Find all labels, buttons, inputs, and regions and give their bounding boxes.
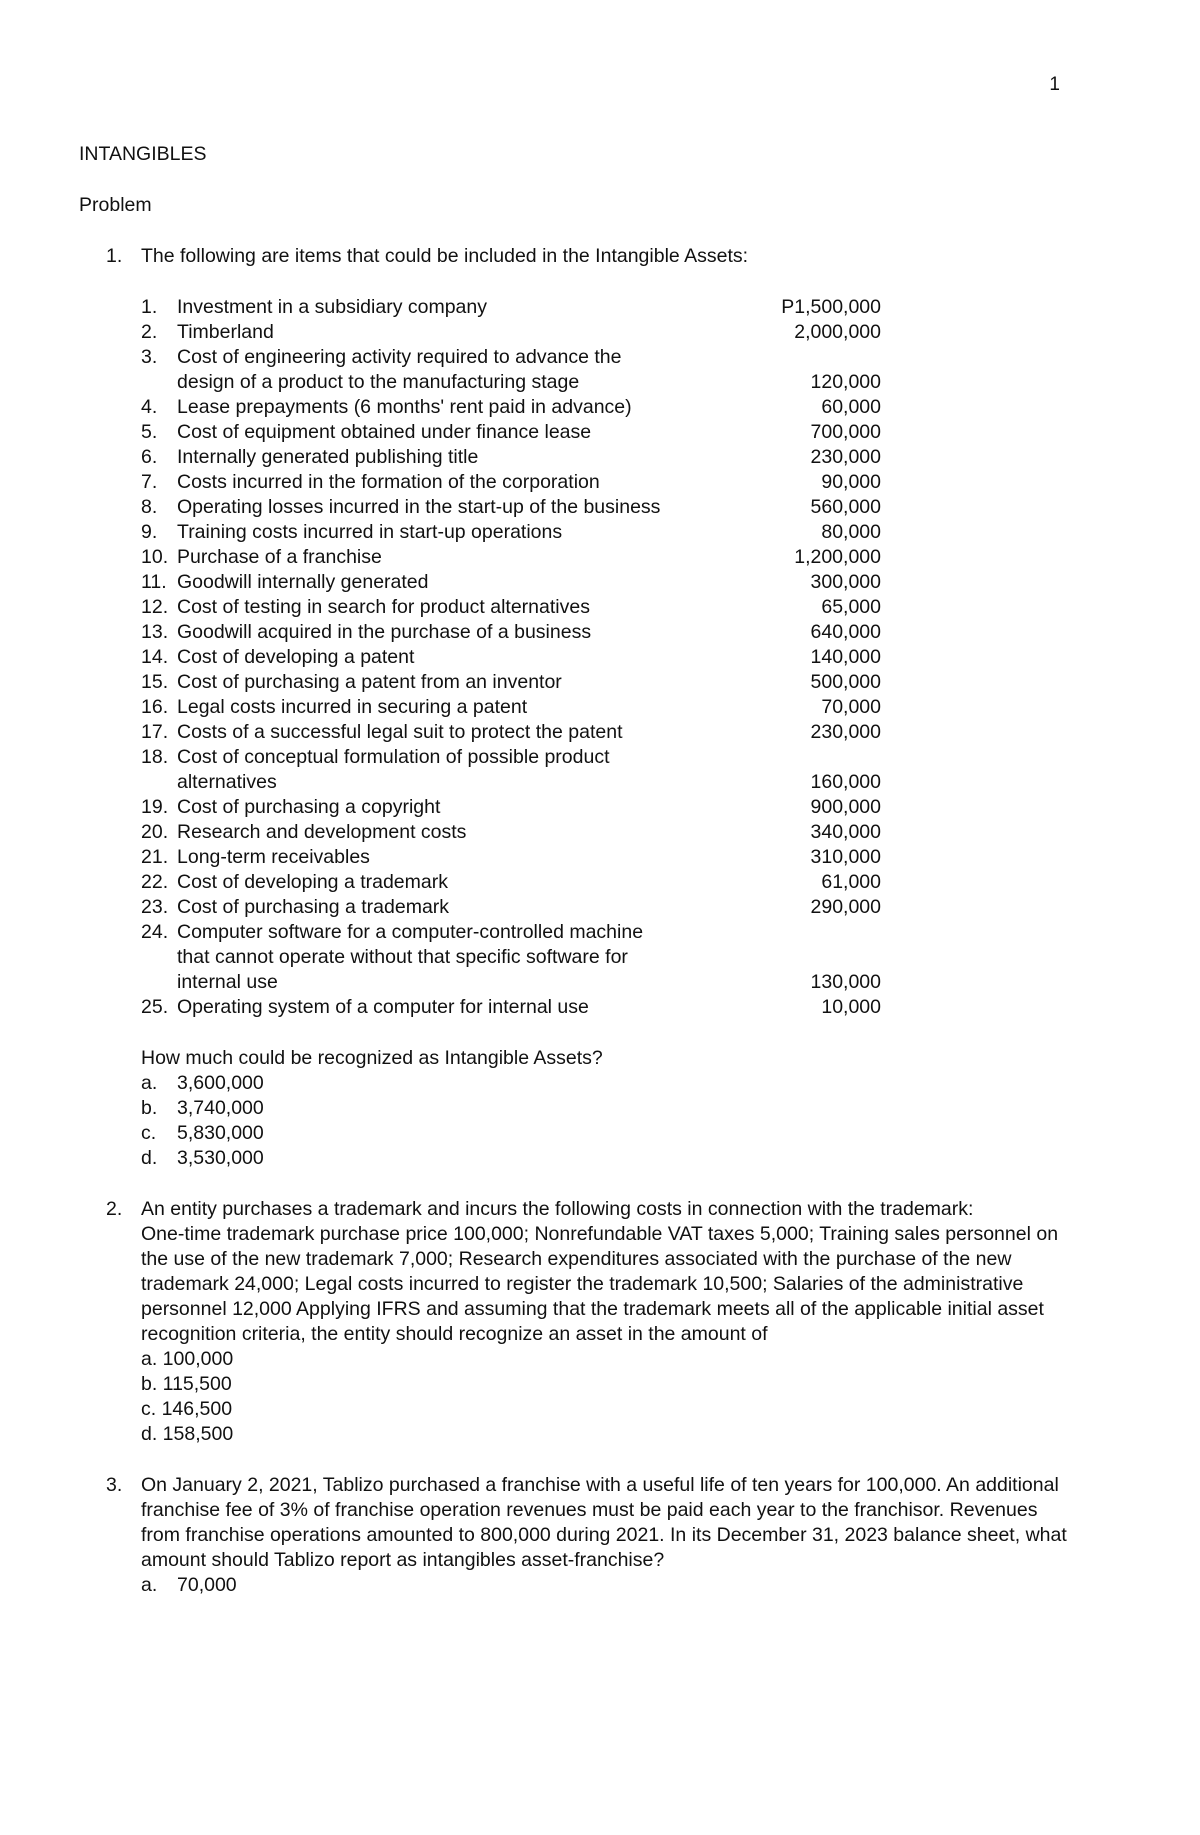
question-body: One-time trademark purchase price 100,000; Nonrefundable VAT taxes 5,000; Training sales personnel on the use of the new trademark 7,000; Research expenditures associated with the purchase of the new trademark 24,000; Legal costs incurred to register the trademark 10,500; Salaries of the administrative personnel 12,000 Applying IFRS and assuming that the trademark meets all of the applicable initial asset recognition criteria, the entity should recognize an asset in the amount of [141, 1223, 1059, 1345]
choice-letter: d. [141, 1147, 158, 1169]
choice [141, 1121, 1069, 1146]
item-amount: 290,000 [810, 896, 881, 918]
item-number: 17. [141, 721, 169, 743]
item-number: 13. [141, 621, 169, 643]
item-amount: 340,000 [810, 821, 881, 843]
item-amount: 60,000 [821, 396, 881, 418]
item-text: Training costs incurred in start-up operations [177, 521, 563, 543]
item-text: Legal costs incurred in securing a patent [177, 696, 528, 718]
list-item [141, 395, 881, 420]
item-amount: 640,000 [810, 621, 881, 643]
item-amount: 120,000 [810, 371, 881, 393]
item-amount: 300,000 [810, 571, 881, 593]
item-amount: 560,000 [810, 496, 881, 518]
item-number: 14. [141, 646, 169, 668]
choice-letter: b. [141, 1097, 158, 1119]
question-body: On January 2, 2021, Tablizo purchased a franchise with a useful life of ten years for 100,000. An additional franchise fee of 3% of franchise operation revenues must be paid each year to the franchisor. Revenues from franchise operations amounted to 800,000 during 2021. In its December 31, 2023 balance sheet, what amount should Tablizo report as intangibles asset-franchise? [141, 1474, 1067, 1571]
item-text: Computer software for a computer-controlled machine that cannot operate without that specific software for internal use [177, 921, 644, 993]
choice: c. 146,500 [141, 1398, 233, 1420]
item-amount: 2,000,000 [794, 321, 881, 343]
question-number: 3. [106, 1474, 123, 1496]
question-2 [79, 1197, 1069, 1447]
list-item [141, 620, 881, 645]
item-text: Cost of equipment obtained under finance lease [177, 421, 592, 443]
item-number: 19. [141, 796, 169, 818]
item-text: Cost of purchasing a copyright [177, 796, 441, 818]
question-1 [79, 244, 1069, 1171]
item-list [141, 295, 1069, 1020]
choice-letter: a. [141, 1072, 158, 1094]
list-item [141, 995, 881, 1020]
item-amount: 500,000 [810, 671, 881, 693]
item-text: Cost of developing a patent [177, 646, 415, 668]
item-number: 7. [141, 471, 158, 493]
choice [141, 1146, 1069, 1171]
choice-text: 3,740,000 [177, 1097, 264, 1119]
list-item [141, 520, 881, 545]
question-ask: How much could be recognized as Intangible Assets? [141, 1047, 603, 1069]
item-amount: 90,000 [821, 471, 881, 493]
item-text: Cost of testing in search for product alternatives [177, 596, 590, 618]
choice [141, 1071, 1069, 1096]
item-number: 3. [141, 346, 158, 368]
item-text: Research and development costs [177, 821, 467, 843]
question-number: 2. [106, 1198, 123, 1220]
list-item [141, 320, 881, 345]
item-number: 15. [141, 671, 169, 693]
choice-letter: a. [141, 1574, 158, 1596]
item-number: 8. [141, 496, 158, 518]
item-text: Costs incurred in the formation of the corporation [177, 471, 600, 493]
list-item [141, 670, 881, 695]
list-item [141, 570, 881, 595]
list-item [141, 645, 881, 670]
item-number: 2. [141, 321, 158, 343]
list-item [141, 745, 881, 795]
item-number: 4. [141, 396, 158, 418]
question-intro: The following are items that could be included in the Intangible Assets: [141, 245, 749, 267]
item-number: 22. [141, 871, 169, 893]
choice [141, 1573, 1069, 1598]
list-item [141, 295, 881, 320]
item-text: Internally generated publishing title [177, 446, 479, 468]
item-number: 21. [141, 846, 169, 868]
choice-text: 5,830,000 [177, 1122, 264, 1144]
item-amount: 61,000 [821, 871, 881, 893]
item-number: 16. [141, 696, 169, 718]
list-item [141, 720, 881, 745]
choice: b. 115,500 [141, 1373, 232, 1395]
list-item [141, 695, 881, 720]
item-amount: 10,000 [821, 996, 881, 1018]
choice-text: 3,530,000 [177, 1147, 264, 1169]
item-number: 5. [141, 421, 158, 443]
list-item [141, 545, 881, 570]
item-amount: 80,000 [821, 521, 881, 543]
item-number: 18. [141, 746, 169, 768]
item-amount: 900,000 [810, 796, 881, 818]
item-amount: P1,500,000 [781, 296, 881, 318]
item-text: Long-term receivables [177, 846, 370, 868]
choice [141, 1096, 1069, 1121]
question-3 [79, 1473, 1069, 1598]
item-amount: 160,000 [810, 771, 881, 793]
item-amount: 230,000 [810, 721, 881, 743]
item-text: Goodwill acquired in the purchase of a business [177, 621, 592, 643]
item-text: Goodwill internally generated [177, 571, 429, 593]
list-item [141, 445, 881, 470]
item-number: 10. [141, 546, 169, 568]
list-item [141, 870, 881, 895]
item-amount: 1,200,000 [794, 546, 881, 568]
item-text: Operating system of a computer for internal use [177, 996, 589, 1018]
item-amount: 230,000 [810, 446, 881, 468]
choice-letter: c. [141, 1122, 157, 1144]
choice-text: 3,600,000 [177, 1072, 264, 1094]
item-amount: 70,000 [821, 696, 881, 718]
item-text: Operating losses incurred in the start-up of the business [177, 496, 661, 518]
question-number: 1. [106, 245, 123, 267]
choice-text: 70,000 [177, 1574, 237, 1596]
item-text: Cost of purchasing a patent from an inventor [177, 671, 562, 693]
item-amount: 140,000 [810, 646, 881, 668]
item-number: 6. [141, 446, 158, 468]
item-number: 24. [141, 921, 169, 943]
item-number: 20. [141, 821, 169, 843]
list-item [141, 495, 881, 520]
list-item [141, 795, 881, 820]
item-amount: 130,000 [810, 971, 881, 993]
item-text: Investment in a subsidiary company [177, 296, 487, 318]
item-text: Cost of engineering activity required to advance the design of a product to the manufacturing stage [177, 346, 622, 393]
item-number: 11. [141, 571, 167, 593]
item-number: 25. [141, 996, 169, 1018]
list-item [141, 845, 881, 870]
item-number: 23. [141, 896, 169, 918]
item-text: Costs of a successful legal suit to protect the patent [177, 721, 623, 743]
item-text: Lease prepayments (6 months' rent paid in advance) [177, 396, 632, 418]
item-text: Cost of purchasing a trademark [177, 896, 450, 918]
list-item [141, 420, 881, 445]
item-text: Purchase of a franchise [177, 546, 382, 568]
item-text: Cost of conceptual formulation of possible product alternatives [177, 746, 610, 793]
list-item [141, 345, 881, 395]
item-text: Cost of developing a trademark [177, 871, 448, 893]
choice: a. 100,000 [141, 1348, 234, 1370]
list-item [141, 920, 881, 995]
item-amount: 310,000 [810, 846, 881, 868]
section-label: Problem [79, 194, 152, 216]
document-body [79, 142, 1069, 1598]
question-text: An entity purchases a trademark and incurs the following costs in connection with the trademark: [141, 1198, 974, 1220]
item-number: 12. [141, 596, 169, 618]
document-title: INTANGIBLES [79, 143, 207, 165]
list-item [141, 470, 881, 495]
item-number: 1. [141, 296, 158, 318]
list-item [141, 895, 881, 920]
item-amount: 65,000 [821, 596, 881, 618]
item-number: 9. [141, 521, 158, 543]
choice: d. 158,500 [141, 1423, 234, 1445]
list-item [141, 820, 881, 845]
item-amount: 700,000 [810, 421, 881, 443]
list-item [141, 595, 881, 620]
page-number: 1 [1049, 74, 1060, 95]
choice-list [141, 1071, 1069, 1171]
item-text: Timberland [177, 321, 274, 343]
